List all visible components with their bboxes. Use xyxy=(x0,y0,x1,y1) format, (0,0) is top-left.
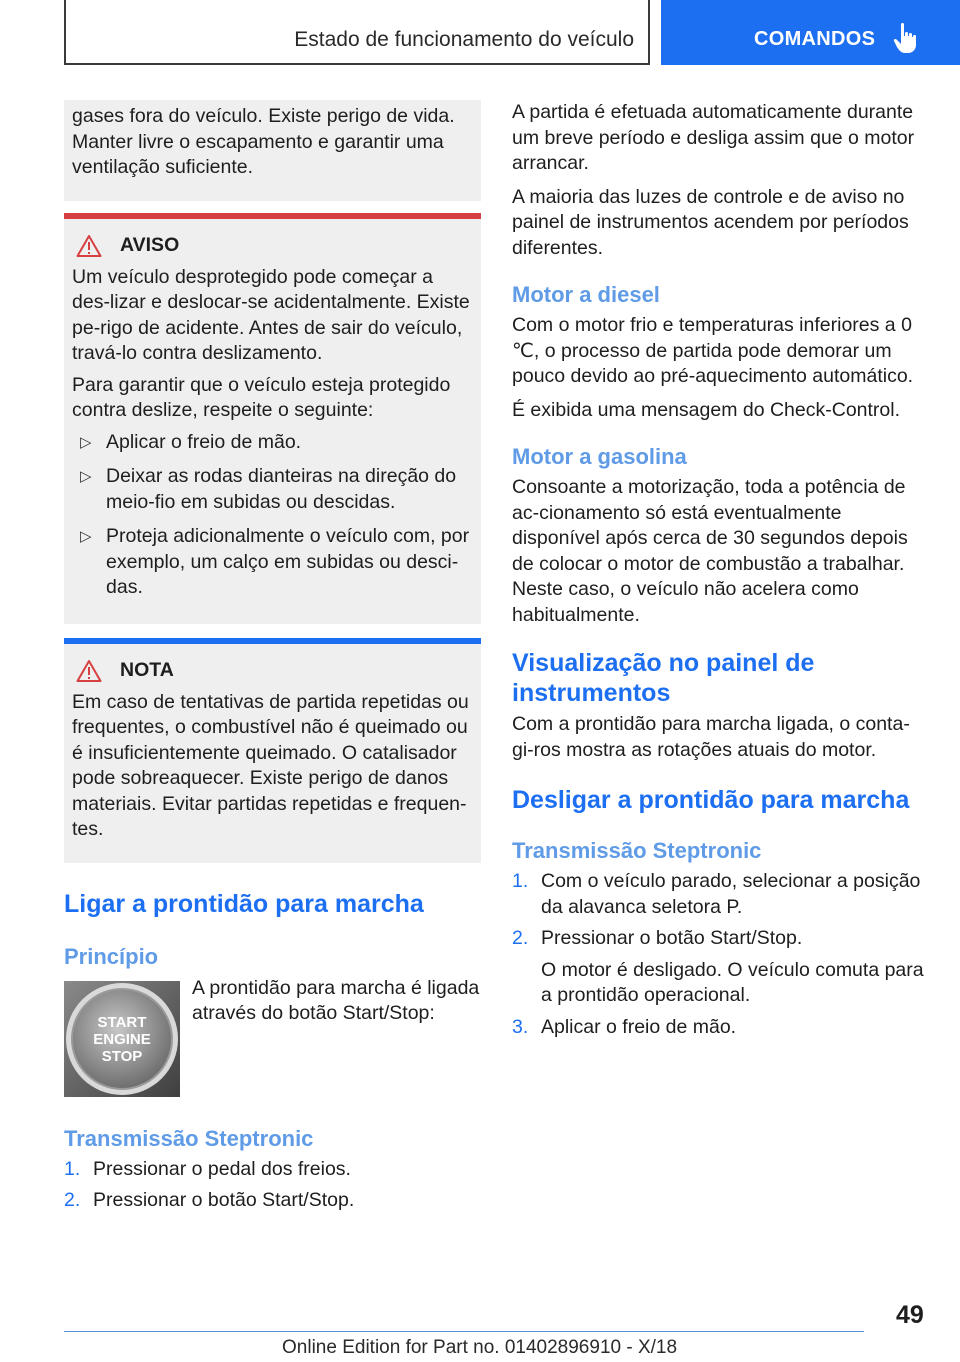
triangle-bullet-icon: ▷ xyxy=(80,528,92,545)
principle-row xyxy=(64,976,481,1097)
step-content xyxy=(541,926,930,1009)
warning-paragraph: Um veículo desprotegido pode começar a des-lizar e deslocar-se acidentalmente. Existe pe-rigo de acidente. Antes de sair do veículo, travá-lo contra deslizamento. xyxy=(72,265,470,364)
header-title-box xyxy=(64,0,650,65)
step-text: Aplicar o freio de mão. xyxy=(541,1015,737,1038)
diesel-title: Motor a diesel xyxy=(512,282,660,307)
list-item xyxy=(72,430,473,456)
header-section-tab xyxy=(661,0,960,65)
paragraph: A maioria das luzes de controle e de aviso no painel de instrumentos acendem por períodos diferentes. xyxy=(512,185,909,259)
display-paragraph: Com a prontidão para marcha ligada, o conta-gi-ros mostra as rotações atuais do motor. xyxy=(512,713,910,761)
page-number: 49 xyxy=(896,1301,924,1329)
diesel-paragraph: Com o motor frio e temperaturas inferiores a 0 ℃, o processo de partida pode demorar um pouco devido ao pré-aquecimento automático. xyxy=(512,314,914,387)
step-number: 2. xyxy=(64,1189,81,1211)
step-item xyxy=(64,1188,481,1214)
step-item xyxy=(512,869,930,920)
diesel-paragraph: É exibida uma mensagem do Check-Control. xyxy=(512,398,901,421)
start-button-text: ENGINE xyxy=(93,1030,151,1048)
step-item xyxy=(512,926,930,1009)
start-engine-stop-button-image xyxy=(64,981,180,1097)
start-steps-list xyxy=(64,1157,481,1214)
step-item xyxy=(512,1015,930,1041)
warning-box xyxy=(64,213,481,624)
section-title-start: Ligar a prontidão para marcha xyxy=(64,889,424,918)
step-text: Pressionar o botão Start/Stop. xyxy=(541,927,803,949)
principle-title: Princípio xyxy=(64,943,159,969)
intro-box xyxy=(64,100,481,201)
step-text: Com o veículo parado, selecionar a posição da alavanca seletora P. xyxy=(541,870,921,918)
step-result-text: O motor é desligado. O veículo comuta para a prontidão operacional. xyxy=(541,958,924,1006)
list-item xyxy=(72,524,473,601)
off-steptronic-title: Transmissão Steptronic xyxy=(512,838,762,863)
gasoline-title: Motor a gasolina xyxy=(512,444,687,469)
list-item-text: Deixar as rodas dianteiras na direção do meio-fio em subidas ou descidas. xyxy=(106,465,457,513)
left-column xyxy=(64,100,481,1220)
step-number: 2. xyxy=(512,927,529,949)
step-text: Pressionar o botão Start/Stop. xyxy=(93,1189,355,1211)
list-item xyxy=(72,464,473,515)
start-button-text: STOP xyxy=(101,1047,143,1065)
footer-edition: Online Edition for Part no. 01402896910 - X/18 xyxy=(282,1337,678,1358)
warning-label: AVISO xyxy=(120,234,180,256)
footer-divider xyxy=(64,1331,864,1332)
warning-triangle-icon xyxy=(76,659,102,683)
pointing-hand-icon xyxy=(893,22,919,54)
note-header xyxy=(72,658,473,684)
step-number: 1. xyxy=(64,1157,81,1180)
note-label: NOTA xyxy=(120,659,174,681)
triangle-bullet-icon: ▷ xyxy=(80,468,92,485)
note-paragraph: Em caso de tentativas de partida repetidas ou frequentes, o combustível não é queimado ou é insuficientemente queimado. O catalisador pode sobreaquecer. Existe perigo de danos materiais. Evitar partidas repetidas e frequen-tes. xyxy=(72,690,469,840)
step-item xyxy=(64,1157,481,1183)
warning-triangle-icon xyxy=(76,234,102,258)
section-title-stop: Desligar a prontidão para marcha xyxy=(512,786,910,814)
gasoline-paragraph: Consoante a motorização, toda a potência de ac-cionamento só está eventualmente disponível após cerca de 30 segundos depois de colocar o motor de combustão a trabalhar. Neste caso, o veículo não acelera como habitualmente. xyxy=(512,476,908,626)
stop-steps-list xyxy=(512,869,930,1040)
steptronic-title: Transmissão Steptronic xyxy=(64,1125,314,1151)
list-item-text: Proteja adicionalmente o veículo com, por exemplo, um calço em subidas ou desci-das. xyxy=(106,525,470,598)
header-section-label: COMANDOS xyxy=(754,28,876,50)
header-title: Estado de funcionamento do veículo xyxy=(294,28,634,51)
intro-paragraph: gases fora do veículo. Existe perigo de vida. Manter livre o escapamento e garantir uma ventilação suficiente. xyxy=(72,105,455,178)
principle-text: A prontidão para marcha é ligada através do botão Start/Stop: xyxy=(192,976,480,1024)
step-number: 3. xyxy=(512,1015,529,1038)
warning-paragraph: Para garantir que o veículo esteja protegido contra deslize, respeite o seguinte: xyxy=(72,373,451,421)
triangle-bullet-icon: ▷ xyxy=(80,433,92,451)
right-column xyxy=(512,100,930,1046)
start-button-text: START xyxy=(97,1013,147,1031)
list-item-text: Aplicar o freio de mão. xyxy=(106,430,302,453)
warning-bullet-list xyxy=(72,430,473,601)
paragraph: A partida é efetuada automaticamente durante um breve período e desliga assim que o motor arrancar. xyxy=(512,101,915,174)
step-number: 1. xyxy=(512,870,529,892)
step-text: Pressionar o pedal dos freios. xyxy=(93,1157,351,1180)
warning-header xyxy=(72,233,473,259)
display-title: Visualização no painel de instrumentos xyxy=(512,649,815,707)
note-box xyxy=(64,638,481,863)
